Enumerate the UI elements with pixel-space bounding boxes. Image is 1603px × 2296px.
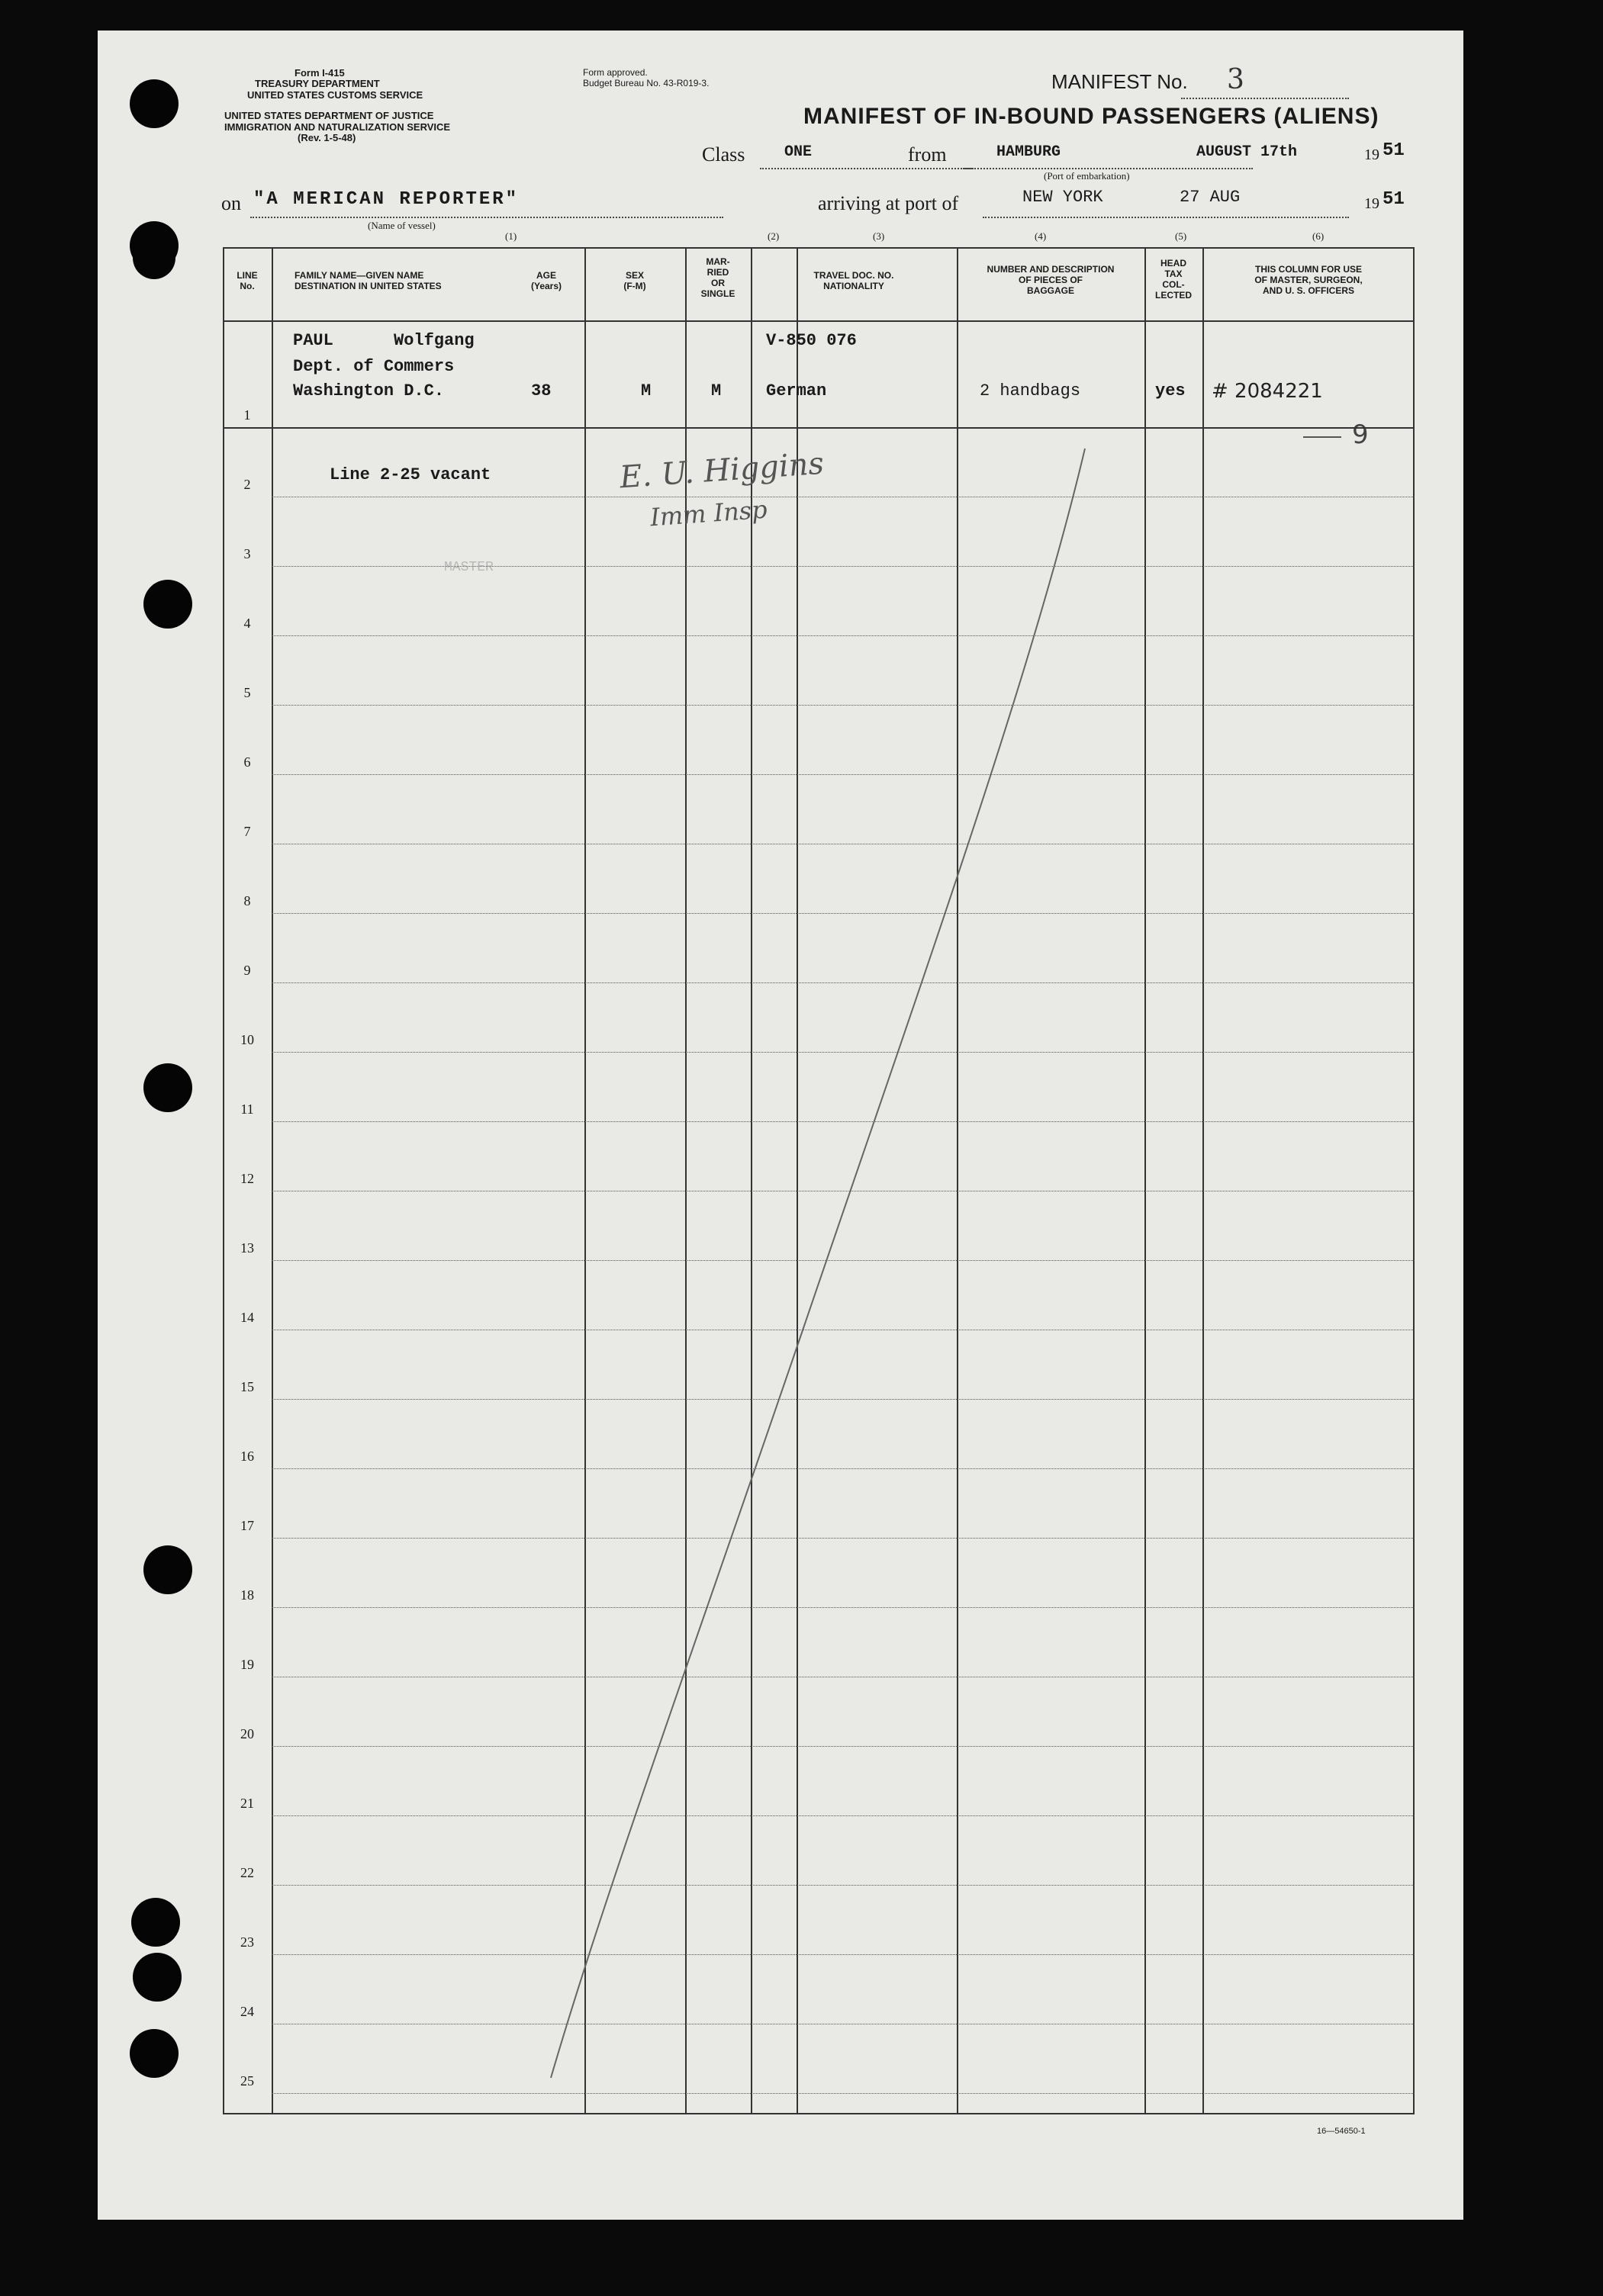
footer-code: 16—54650-1 [1317,2127,1366,2136]
form-approved: Form approved. [583,67,648,78]
passenger-age: 38 [531,381,552,400]
passenger-surname: PAUL [293,331,333,350]
passenger-tax: yes [1155,381,1186,400]
port-embarkation-note: (Port of embarkation) [1044,170,1130,182]
row-number: 11 [240,1101,254,1117]
col-header-travel: TRAVEL DOC. NO. NATIONALITY [813,270,894,291]
colnum-6: (6) [1312,230,1325,242]
from-label: from [908,143,947,166]
vessel-name: "A MERICAN REPORTER" [253,189,520,210]
row-number: 25 [240,2073,254,2089]
passenger-travel-doc: V-850 076 [766,331,857,350]
passenger-mark: 9 [1352,420,1369,450]
class-value: ONE [784,143,813,161]
row-number: 19 [240,1657,254,1672]
passenger-destination-1: Dept. of Commers [293,357,455,376]
passenger-marital: M [711,381,722,400]
revision-date: (Rev. 1-5-48) [298,132,356,143]
colnum-4: (4) [1035,230,1047,242]
on-label: on [221,192,241,214]
form-number: Form I-415 [295,67,345,79]
punch-hole [133,236,175,279]
budget-bureau: Budget Bureau No. 43-R019-3. [583,78,710,88]
punch-hole [143,1063,192,1112]
bleed-through-text: MASTER [444,560,494,575]
row-number: 18 [240,1587,254,1603]
from-value: HAMBURG [996,143,1061,161]
col-header-baggage: NUMBER AND DESCRIPTION OF PIECES OF BAGGAGE [987,264,1115,296]
row-number: 7 [243,824,251,839]
customs-service: UNITED STATES CUSTOMS SERVICE [247,89,423,101]
row-number: 20 [240,1726,254,1741]
cancel-line [223,247,1415,2114]
vacant-note: Line 2-25 vacant [330,465,491,484]
arriving-label: arriving at port of [818,192,959,214]
passenger-baggage: 2 handbags [980,381,1081,400]
row-number: 3 [243,546,251,561]
row-number: 6 [243,754,251,770]
year-suffix: 51 [1383,140,1405,161]
row-number: 12 [240,1171,254,1186]
inspector-signature: E. U. Higgins [618,445,826,496]
row-number: 23 [240,1934,254,1950]
year-prefix: 19 [1364,146,1379,163]
class-label: Class [702,143,745,166]
passenger-sex: M [641,381,652,400]
row-number: 2 [243,477,251,492]
arrival-date: 27 AUG [1180,188,1241,207]
row-number: 13 [240,1240,254,1256]
punch-hole [133,1953,182,2002]
row-number: 5 [243,685,251,700]
vessel-note: (Name of vessel) [368,220,436,231]
punch-hole [130,79,179,128]
treasury-dept: TREASURY DEPARTMENT [255,78,380,89]
row-number: 8 [243,893,251,908]
row-number: 1 [243,407,251,423]
manifest-page [98,31,1463,2220]
col-header-married: MAR- RIED OR SINGLE [700,256,736,299]
row-number: 9 [243,963,251,978]
row-number: 17 [240,1518,254,1533]
row-number: 22 [240,1865,254,1880]
departure-date: AUGUST 17th [1196,143,1298,161]
colnum-3: (3) [873,230,885,242]
col-header-line: LINE No. [237,270,258,291]
arrival-port: NEW YORK [1022,188,1103,207]
row-number: 21 [240,1796,254,1811]
col-header-name: FAMILY NAME—GIVEN NAME DESTINATION IN UNITED STATES [295,270,442,291]
col-header-age: AGE (Years) [530,270,562,291]
punch-hole [130,2029,179,2078]
row-number: 24 [240,2004,254,2019]
row-number: 10 [240,1032,254,1047]
manifest-label: MANIFEST No. [1051,70,1188,93]
row-number: 14 [240,1310,254,1325]
arrival-year-prefix: 19 [1364,195,1379,212]
row-number: 15 [240,1379,254,1394]
punch-hole [143,1545,192,1594]
row-number: 16 [240,1449,254,1464]
passenger-given-name: Wolfgang [394,331,475,350]
arrival-year-suffix: 51 [1383,189,1405,210]
colnum-5: (5) [1175,230,1187,242]
manifest-title: MANIFEST OF IN-BOUND PASSENGERS (ALIENS) [803,104,1379,129]
colnum-2: (2) [768,230,780,242]
passenger-officer-note: # 2084221 [1212,380,1323,403]
col-header-tax: HEAD TAX COL- LECTED [1155,258,1192,301]
ins-service: IMMIGRATION AND NATURALIZATION SERVICE [224,121,451,133]
colnum-1: (1) [505,230,517,242]
punch-hole [131,1898,180,1947]
passenger-destination-2: Washington D.C. [293,381,445,400]
passenger-table [223,247,1415,2114]
inspector-title: Imm Insp [649,494,768,532]
col-header-sex: SEX (F-M) [623,270,646,291]
punch-hole [143,580,192,629]
manifest-number: 3 [1227,64,1244,95]
col-header-officers: THIS COLUMN FOR USE OF MASTER, SURGEON, AND U. S. OFFICERS [1254,264,1363,296]
justice-dept: UNITED STATES DEPARTMENT OF JUSTICE [224,110,434,121]
row-number: 4 [243,616,251,631]
passenger-nationality: German [766,381,827,400]
